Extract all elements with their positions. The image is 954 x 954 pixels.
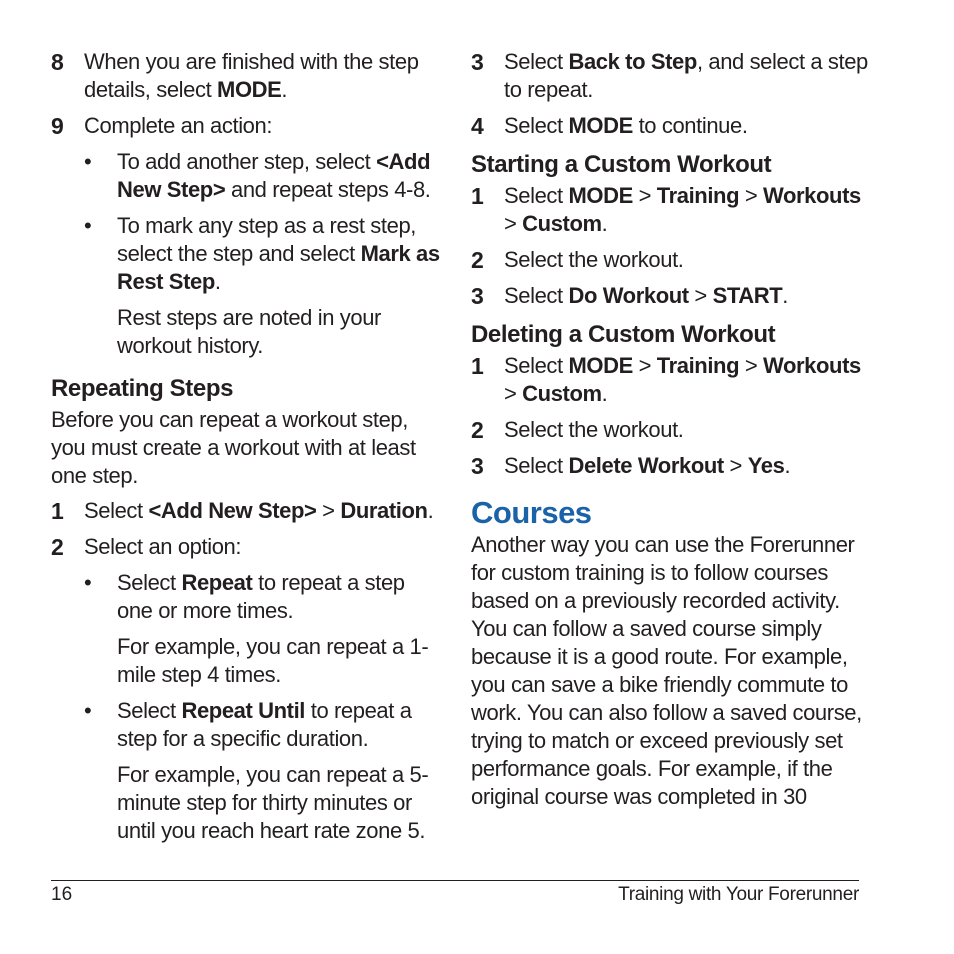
step-text: Select an option: — [84, 534, 242, 559]
punct: . — [601, 211, 608, 236]
separator: > — [316, 498, 341, 523]
separator: > — [688, 283, 713, 308]
bullet-text: . — [214, 269, 221, 294]
bold-term: Back to Step — [568, 49, 697, 74]
bullet-note: For example, you can repeat a 5-minute step for thirty minutes or until you reach heart rate zone 5. — [117, 762, 429, 843]
step-text: to continue. — [632, 113, 748, 138]
step-text: Select — [504, 183, 569, 208]
bold-term: MODE — [568, 183, 633, 208]
punct: . — [601, 381, 608, 406]
step-number: 9 — [51, 113, 64, 139]
separator: > — [739, 353, 763, 378]
bullet-icon: • — [84, 213, 92, 238]
bold-term: Mark as Rest Step — [117, 241, 440, 294]
start-step-1 — [471, 182, 871, 238]
bullet-rest-step — [84, 212, 443, 296]
bold-term: MODE — [217, 77, 282, 102]
separator: > — [632, 353, 657, 378]
step-number: 3 — [471, 49, 484, 75]
step-1 — [51, 497, 443, 525]
bullet-text: Select — [117, 570, 182, 595]
right-column — [471, 48, 871, 818]
bold-term: Custom — [522, 381, 602, 406]
step-number: 1 — [51, 498, 64, 524]
bold-term: Repeat Until — [181, 698, 306, 723]
step-text: , and select a step to repeat. — [504, 49, 868, 102]
heading-courses: Courses — [471, 495, 592, 530]
bold-term: Training — [656, 183, 740, 208]
heading-repeating-steps: Repeating Steps — [51, 375, 234, 402]
intro-paragraph: Before you can repeat a workout step, you must create a workout with at least one step. — [51, 407, 416, 488]
courses-paragraph: Another way you can use the Forerunner for custom training is to follow courses based on a previously recorded activity. You can follow a saved course simply because it is a good route. For example, you can save a bike friendly commute to work. You can also follow a saved course, trying to match or exceed previously set performance goals. For example, if the original course was completed in 30 — [471, 532, 862, 809]
step-text: Complete an action: — [84, 113, 273, 138]
bold-term: <Add New Step> — [148, 498, 317, 523]
bullet-icon: • — [84, 698, 92, 723]
bullet-repeat — [84, 569, 443, 625]
step-text: Select — [504, 283, 569, 308]
bullet-icon: • — [84, 570, 92, 595]
start-step-3 — [471, 282, 871, 310]
heading-starting-custom-workout: Starting a Custom Workout — [471, 151, 772, 178]
bold-term: MODE — [568, 353, 633, 378]
step-text: Select the workout. — [504, 417, 684, 442]
step-text: Select — [504, 353, 569, 378]
bullet-text: and repeat steps 4-8. — [225, 177, 431, 202]
punct: . — [784, 453, 791, 478]
bullet-note: Rest steps are noted in your workout history. — [117, 305, 381, 358]
separator: > — [723, 453, 748, 478]
bold-term: Yes — [747, 453, 785, 478]
bullet-text: To add another step, select — [117, 149, 377, 174]
step-9 — [51, 112, 443, 140]
bold-term: Duration — [340, 498, 428, 523]
step-text: Select — [84, 498, 149, 523]
step-number: 8 — [51, 49, 64, 75]
heading-deleting-custom-workout: Deleting a Custom Workout — [471, 321, 776, 348]
footer-rule — [51, 880, 859, 881]
step-number: 2 — [471, 417, 484, 443]
step-number: 3 — [471, 283, 484, 309]
punct: . — [427, 498, 434, 523]
step-2 — [51, 533, 443, 561]
bold-term: Custom — [522, 211, 602, 236]
bullet-text: To mark any step as a rest step, select the step and select — [117, 213, 417, 266]
start-step-2 — [471, 246, 871, 274]
bullet-text: Select — [117, 698, 182, 723]
bold-term: Workouts — [763, 183, 861, 208]
step-number: 2 — [51, 534, 64, 560]
delete-step-1 — [471, 352, 871, 408]
page-number: 16 — [51, 884, 73, 905]
step-text: Select — [504, 453, 569, 478]
step-8 — [51, 48, 443, 104]
bullet-icon: • — [84, 149, 92, 174]
chapter-title: Training with Your Forerunner — [618, 884, 859, 905]
left-column — [51, 48, 443, 853]
step-number: 1 — [471, 183, 484, 209]
bullet-repeat-until — [84, 697, 443, 753]
step-number: 3 — [471, 453, 484, 479]
step-number: 2 — [471, 247, 484, 273]
bold-term: MODE — [568, 113, 633, 138]
bold-term: Training — [656, 353, 740, 378]
separator: > — [504, 381, 523, 406]
bold-term: Delete Workout — [568, 453, 724, 478]
bullet-text: to repeat a step one or more times. — [117, 570, 405, 623]
bold-term: Do Workout — [568, 283, 689, 308]
punct: . — [782, 283, 789, 308]
step-text: Select — [504, 113, 569, 138]
delete-step-3 — [471, 452, 871, 480]
bold-term: Repeat — [181, 570, 253, 595]
separator: > — [504, 211, 523, 236]
step-text: Select — [504, 49, 569, 74]
bullet-add-step — [84, 148, 443, 204]
bullet-text: to repeat a step for a specific duration. — [117, 698, 412, 751]
step-number: 4 — [471, 113, 484, 139]
step-text: Select the workout. — [504, 247, 684, 272]
punct: . — [281, 77, 288, 102]
bold-term: Workouts — [763, 353, 861, 378]
bold-term: START — [712, 283, 783, 308]
step-4 — [471, 112, 871, 140]
separator: > — [632, 183, 657, 208]
step-3 — [471, 48, 871, 104]
step-number: 1 — [471, 353, 484, 379]
bullet-note: For example, you can repeat a 1-mile step 4 times. — [117, 634, 429, 687]
delete-step-2 — [471, 416, 871, 444]
bold-term: <Add New Step> — [117, 149, 431, 202]
separator: > — [739, 183, 763, 208]
step-text: When you are finished with the step details, select — [84, 49, 419, 102]
